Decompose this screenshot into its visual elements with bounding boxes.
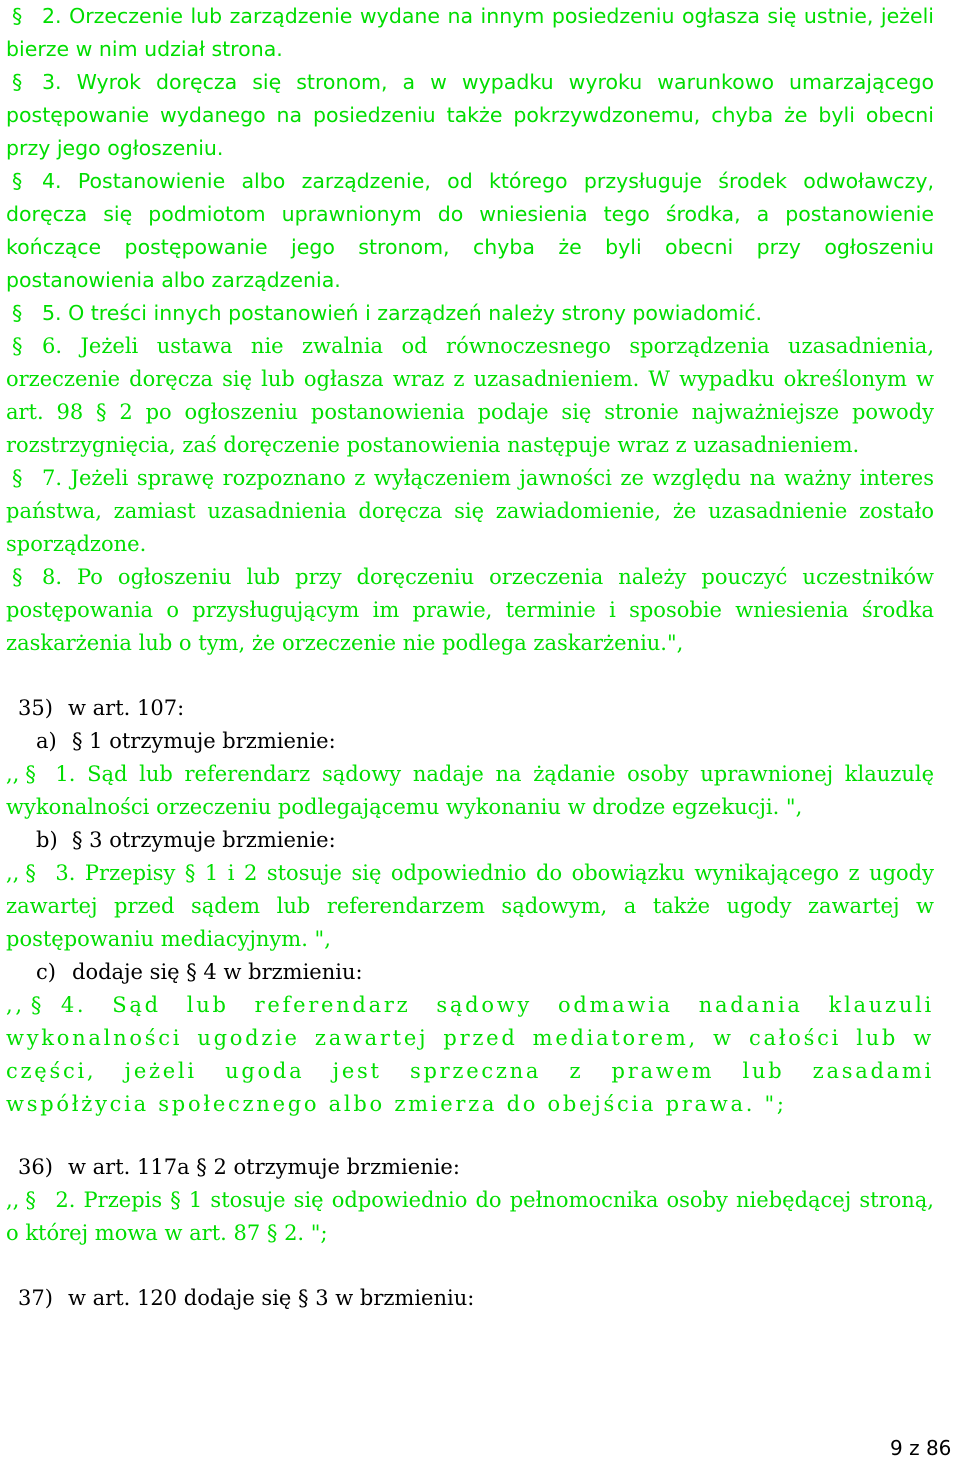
quote-107-1 <box>6 758 934 824</box>
item-36-heading <box>6 1151 934 1184</box>
subitem-text: § 3 otrzymuje brzmienie: <box>72 828 336 852</box>
quote-text: 3. Przepisy § 1 i 2 stosuje się odpowiednio do obowiązku wynikającego z ugody zawartej przed sądem lub referendarzem sądowym, a także ugody zawartej w postępowaniu mediacyjnym. ", <box>6 861 934 951</box>
item-35a-heading <box>6 725 934 758</box>
spacer <box>6 1121 934 1151</box>
subitem-text: dodaje się § 4 w brzmieniu: <box>72 960 363 984</box>
section-sign: § <box>25 1188 36 1212</box>
item-number: 35) <box>18 696 53 720</box>
section-sign: § <box>12 466 23 490</box>
spacer <box>6 660 934 692</box>
subitem-letter: b) <box>36 828 58 852</box>
paragraph-text: 5. O treści innych postanowień i zarządzeń należy strony powiadomić. <box>42 301 762 325</box>
item-number: 36) <box>18 1155 53 1179</box>
item-text: w art. 117a § 2 otrzymuje brzmienie: <box>68 1155 460 1179</box>
paragraph-text: 7. Jeżeli sprawę rozpoznano z wyłączeniem jawności ze względu na ważny interes państwa, zamiast uzasadnienia doręcza się zawiadomienie, że uzasadnienie zostało sporządzone. <box>6 466 934 556</box>
item-37-heading <box>6 1282 934 1315</box>
paragraph-7 <box>6 462 934 561</box>
paragraph-2 <box>6 0 934 66</box>
item-text: w art. 107: <box>68 696 185 720</box>
section-sign: § <box>12 334 23 358</box>
item-number: 37) <box>18 1286 53 1310</box>
paragraph-text: 8. Po ogłoszeniu lub przy doręczeniu orzeczenia należy pouczyć uczestników postępowania o przysługującym im prawie, terminie i sposobie wniesienia środka zaskarżenia lub o tym, że orzeczenie nie podlega zaskarżeniu.", <box>6 565 934 655</box>
quote-prefix: ,, <box>6 762 20 786</box>
subitem-letter: c) <box>36 960 56 984</box>
quote-prefix: ,, <box>6 861 20 885</box>
section-sign: § <box>12 565 23 589</box>
item-text: w art. 120 dodaje się § 3 w brzmieniu: <box>68 1286 475 1310</box>
item-35-heading <box>6 692 934 725</box>
paragraph-text: 4. Postanowienie albo zarządzenie, od którego przysługuje środek odwoławczy, doręcza się podmiotom uprawnionym do wniesienia tego środka, a postanowienie kończące postępowanie jego stronom, chyba że byli obecni przy ogłoszeniu postanowienia albo zarządzenia. <box>6 169 934 292</box>
section-sign: § <box>12 301 23 325</box>
paragraph-8 <box>6 561 934 660</box>
document-page <box>6 0 934 1315</box>
quote-107-4 <box>6 989 934 1121</box>
paragraph-6 <box>6 330 934 462</box>
section-sign: § <box>25 861 36 885</box>
quote-prefix: ,, <box>6 993 25 1017</box>
paragraph-text: 2. Orzeczenie lub zarządzenie wydane na innym posiedzeniu ogłasza się ustnie, jeżeli bierze w nim udział strona. <box>6 4 934 61</box>
paragraph-text: 6. Jeżeli ustawa nie zwalnia od równoczesnego sporządzenia uzasadnienia, orzeczenie doręcza się lub ogłasza wraz z uzasadnieniem. W wypadku określonym w art. 98 § 2 po ogłoszeniu postanowienia podaje się stronie najważniejsze powody rozstrzygnięcia, zaś doręczenie postanowienia następuje wraz z uzasadnieniem. <box>6 334 934 457</box>
paragraph-4 <box>6 165 934 297</box>
section-sign: § <box>12 70 23 94</box>
paragraph-3 <box>6 66 934 165</box>
section-sign: § <box>12 4 23 28</box>
section-sign: § <box>30 993 45 1017</box>
quote-text: 4. Sąd lub referendarz sądowy odmawia nadania klauzuli wykonalności ugodzie zawartej przed mediatorem, w całości lub w części, jeżeli ugoda jest sprzeczna z prawem lub zasadami współżycia społecznego albo zmierza do obejścia prawa. "; <box>6 993 934 1116</box>
item-35c-heading <box>6 956 934 989</box>
quote-prefix: ,, <box>6 1188 20 1212</box>
page-number: 9 z 86 <box>890 1436 952 1460</box>
quote-117a-2 <box>6 1184 934 1250</box>
spacer <box>6 1250 934 1282</box>
quote-text: 2. Przepis § 1 stosuje się odpowiednio do pełnomocnika osoby niebędącej stroną, o której mowa w art. 87 § 2. "; <box>6 1188 934 1245</box>
item-35b-heading <box>6 824 934 857</box>
section-sign: § <box>12 169 23 193</box>
quote-107-3 <box>6 857 934 956</box>
paragraph-5 <box>6 297 934 330</box>
subitem-letter: a) <box>36 729 57 753</box>
quote-text: 1. Sąd lub referendarz sądowy nadaje na żądanie osoby uprawnionej klauzulę wykonalności orzeczeniu podlegającemu wykonaniu w drodze egzekucji. ", <box>6 762 934 819</box>
subitem-text: § 1 otrzymuje brzmienie: <box>72 729 336 753</box>
section-sign: § <box>25 762 36 786</box>
paragraph-text: 3. Wyrok doręcza się stronom, a w wypadku wyroku warunkowo umarzającego postępowanie wydanego na posiedzeniu także pokrzywdzonemu, chyba że byli obecni przy jego ogłoszeniu. <box>6 70 934 160</box>
